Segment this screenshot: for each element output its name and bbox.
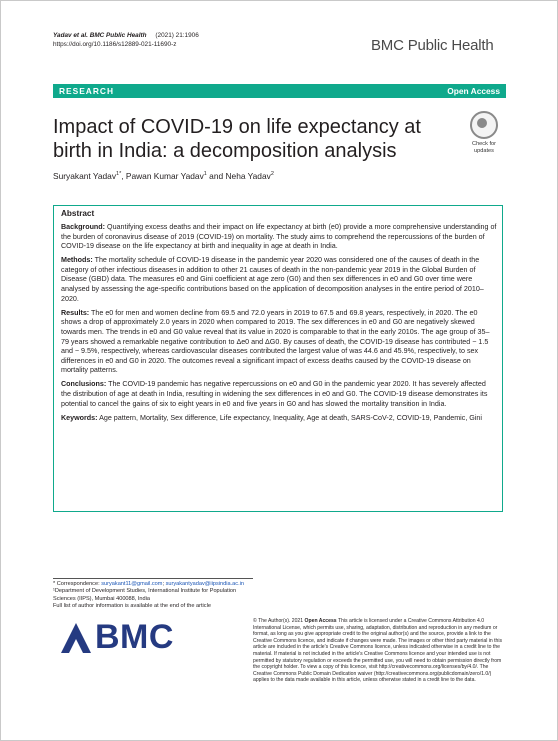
publisher-logo xyxy=(61,618,174,657)
doi-link[interactable]: https://doi.org/10.1186/s12889-021-11690-z xyxy=(53,41,177,48)
citation-header xyxy=(53,31,199,49)
keywords-text: Age pattern, Mortality, Sex difference, Life expectancy, Inequality, Age at death, SARS-CoV-2, COVID-19, Pandemic, Gini xyxy=(99,413,482,422)
abstract-body xyxy=(61,223,497,428)
license-text xyxy=(253,618,506,684)
journal-brand: BMC Public Health xyxy=(371,37,494,54)
methods-label: Methods: xyxy=(61,256,93,265)
keywords-label: Keywords: xyxy=(61,413,98,422)
copyright-line: © The Author(s). 2021 xyxy=(253,618,304,624)
journal-citation: Yadav et al. BMC Public Health xyxy=(53,32,147,39)
author-name: Pawan Kumar Yadav xyxy=(125,171,204,181)
correspondence-label: * Correspondence: xyxy=(53,581,100,587)
bmc-logo-text: BMC xyxy=(95,618,174,656)
open-access-label: Open Access xyxy=(447,86,500,96)
abstract-results xyxy=(61,309,497,376)
abstract-keywords xyxy=(61,414,497,424)
section-bar xyxy=(53,84,506,98)
abstract-conclusions xyxy=(61,380,497,409)
author-name: Suryakant Yadav xyxy=(53,171,117,181)
author-affiliation-mark: 2 xyxy=(270,171,274,178)
email-link[interactable]: suryakantyadav@iipsindia.ac.in xyxy=(165,581,245,587)
author-name: Neha Yadav xyxy=(225,171,271,181)
bmc-logo-icon xyxy=(61,623,91,653)
conclusions-text: The COVID-19 pandemic has negative repercussions on e0 and G0 in the pandemic year 2020. It has severely affected the distribution of age at death in India, resulting in widening the sex differences in e0 and G0. The COVID-19 disease demonstrates its potential to cancel the gains of six to eight years in e0 and five years in G0 and has slowed the mortality transition in India. xyxy=(61,380,488,408)
results-text: The e0 for men and women decline from 69.5 and 72.0 years in 2019 to 67.5 and 69.8 years, respectively, in 2020. The e0 shows a drop of approximately 2.0 years in 2020 when compared to 2019. The sex differences in e0 and G0 are negatively skewed towards men. The trends in e0 and G0 value reveal that its value in 2020 is comparable to that in the early 2010s. The age group of 35–79 years showed a remarkable negative contribution to Δe0 and ΔG0. By causes of death, the COVID-19 disease has contributed − 1.5 and − 9.5%, respectively, whereas cardiovascular diseases contributed the largest value of was 44.6 and 45.9%, respectively, to sex differences in e0 and G0 in 2020. The outcomes reveal a significant impact of excess deaths caused by the COVID-19 disease on mortality patterns. xyxy=(61,308,490,375)
results-label: Results: xyxy=(61,308,90,317)
author-list: Suryakant Yadav$^{1*}$, Pawan Kumar Yadav$^1$ and Neha Yadav$^2$ xyxy=(53,171,274,181)
year-volume: (2021) 21:1906 xyxy=(155,32,199,39)
abstract-methods xyxy=(61,256,497,304)
check-updates-icon xyxy=(470,111,498,139)
footnote xyxy=(53,578,253,611)
correspondence-line: * Correspondence: suryakant11@gmail.com; suryakantyadav@iipsindia.ac.in xyxy=(53,581,245,587)
badge-line1: Check for xyxy=(472,141,496,147)
background-text: Quantifying excess deaths and their impact on life expectancy at birth (e0) provide a more comprehensive understanding of the burden of coronavirus disease of 2019 (COVID-19) on mortality. The study aims to comprehend the repercussions of the burden of COVID-19 disease on the life expectancy at birth and inequality in age at death in India. xyxy=(61,223,497,251)
open-access-label: Open Access xyxy=(304,618,337,624)
abstract-background xyxy=(61,223,497,252)
article-title: Impact of COVID-19 on life expectancy at birth in India: a decomposition analysis xyxy=(53,116,421,162)
license-body: This article is licensed under a Creative Commons Attribution 4.0 International License, which permits use, sharing, adaptation, distribution and reproduction in any medium or format, as long as you give appropriate credit to the original author(s) and the source, provide a link to the Creative Commons licence, and indicate if changes were made. The images or other third party material in this article are included in the article's Creative Commons licence, unless indicated otherwise in a credit line to the material. If material is not included in the article's Creative Commons licence and your intended use is not permitted by statutory regulation or exceeds the permitted use, you will need to obtain permission directly from the copyright holder. To view a copy of this licence, visit http://creativecommons.org/licenses/by/4.0/. The Creative Commons Public Domain Dedication waiver (http://creativecommons.org/publicdomain/zero/1.0/) applies to the data made available in this article, unless otherwise stated in a credit line to the data. xyxy=(253,618,503,684)
author-info-note: Full list of author information is available at the end of the article xyxy=(53,603,211,610)
badge-line2: updates xyxy=(474,147,494,154)
section-label: RESEARCH xyxy=(59,86,114,96)
conclusions-label: Conclusions: xyxy=(61,380,107,389)
email-link[interactable]: suryakant11@gmail.com xyxy=(101,581,163,587)
abstract-box xyxy=(53,205,503,512)
author-affiliation-mark: 1 xyxy=(203,171,207,178)
methods-text: The mortality schedule of COVID-19 disease in the pandemic year 2020 was considered one of the causes of death in the category of other infectious diseases in addition to other 21 causes of death in the non-pandemic year 2019 in the Global Burden of Disease (GBD) data. The measures e0 and Gini coefficient at age zero (G0) and then sex differences in e0 and G0 over time were analysed by assessing the age-specific contributions based on the application of decomposition analyses in the entire period of 2010–2020. xyxy=(61,256,484,303)
abstract-heading: Abstract xyxy=(61,209,95,218)
check-for-updates-badge[interactable] xyxy=(464,111,504,154)
background-label: Background: xyxy=(61,223,106,231)
author-affiliation-mark: 1* xyxy=(116,171,122,178)
affiliation-text: ¹Department of Development Studies, International Institute for Population Sciences (IIPS), Mumbai 400088, India xyxy=(53,588,237,602)
